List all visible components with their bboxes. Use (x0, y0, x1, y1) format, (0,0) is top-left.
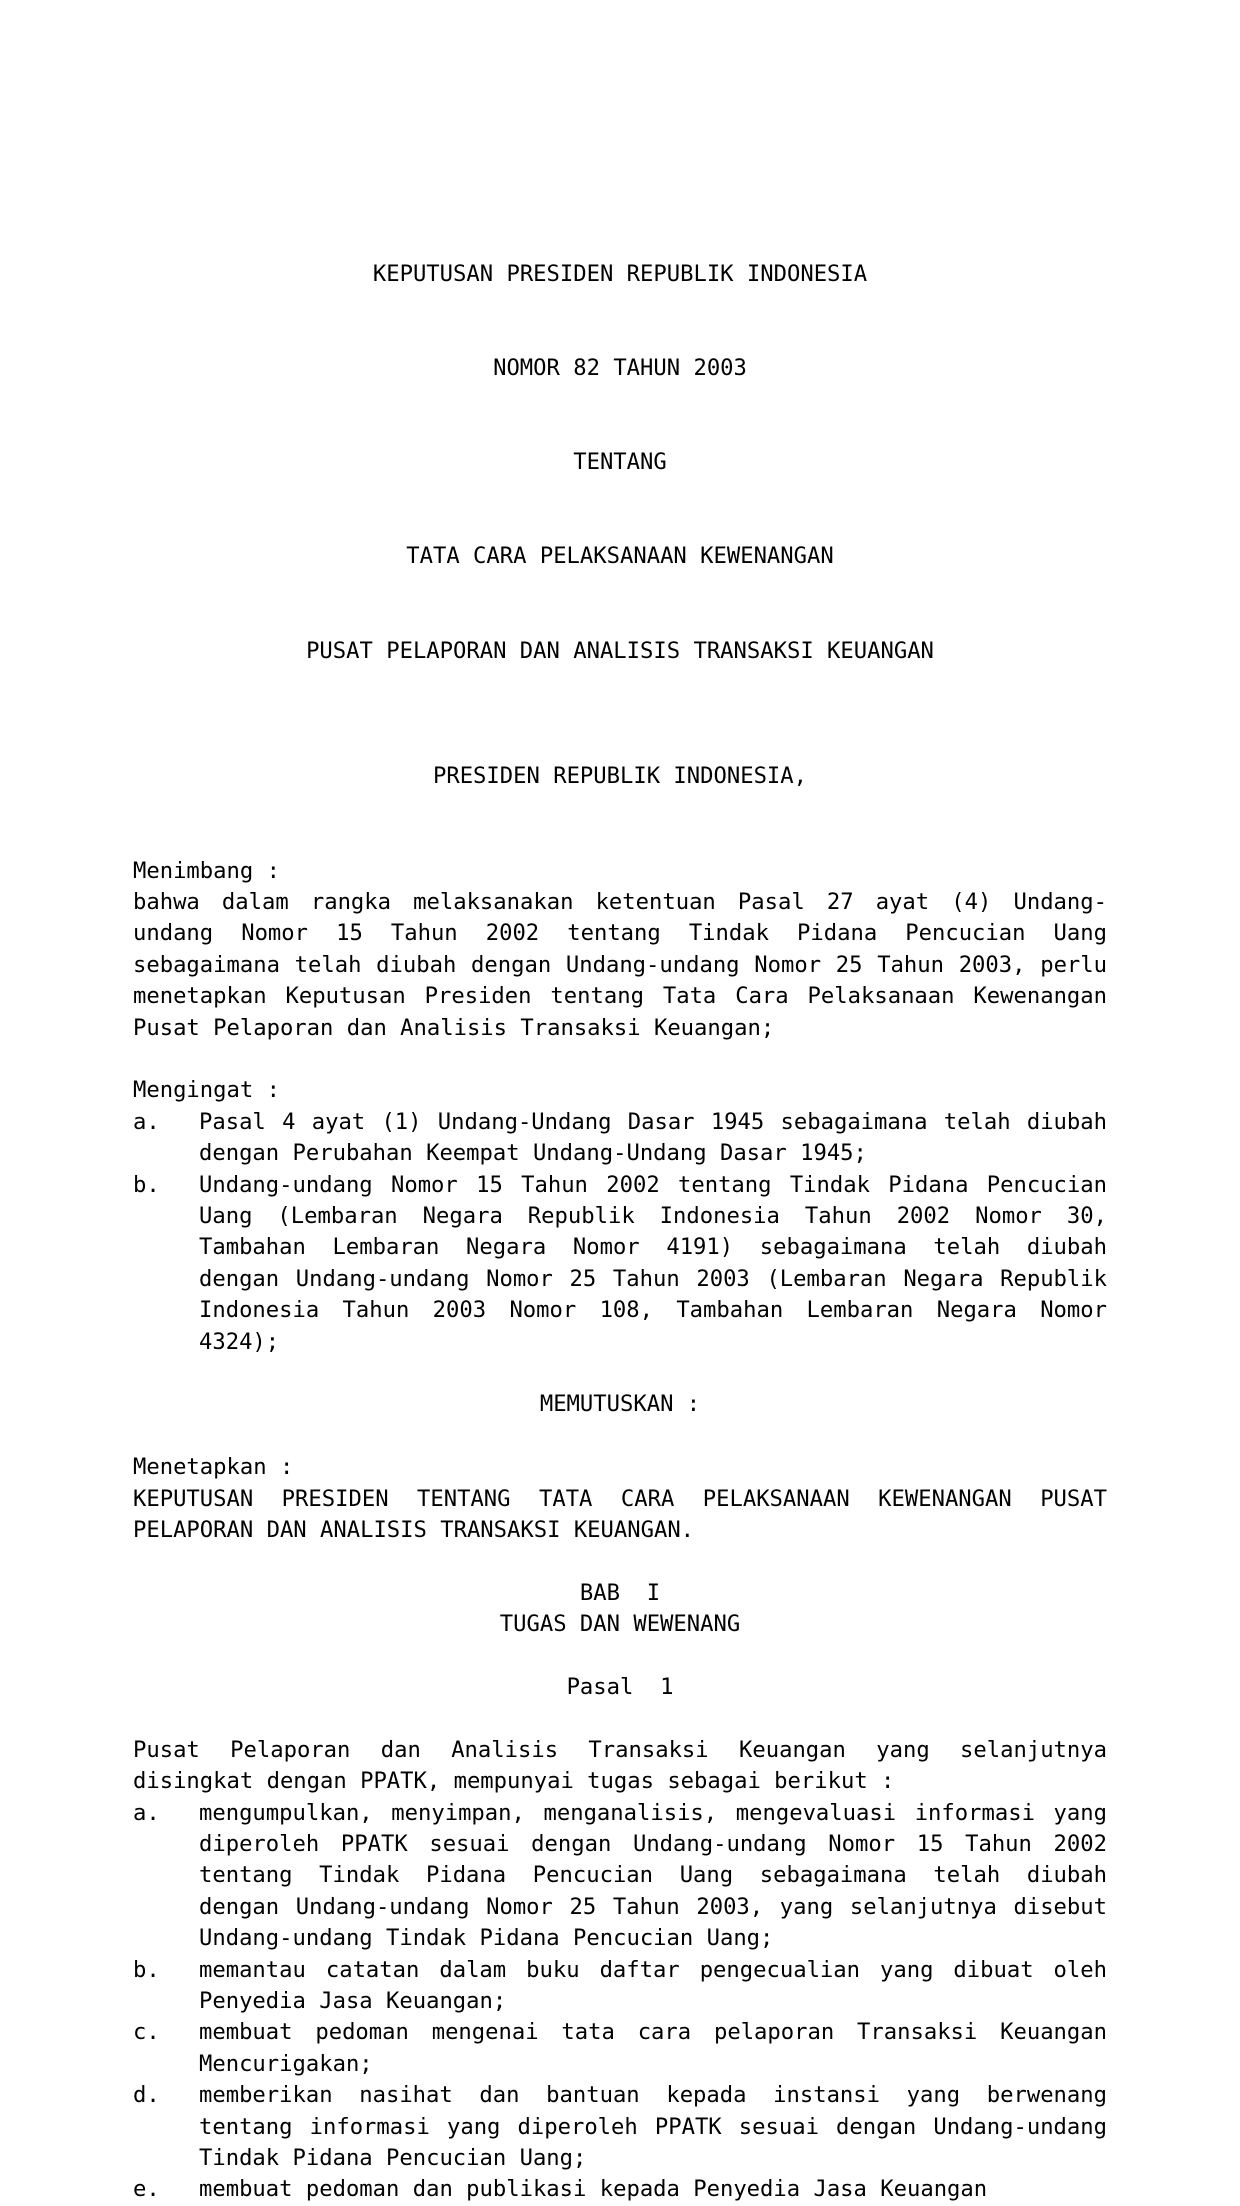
chapter-number: BAB I (579, 1579, 661, 1606)
title-line-1: KEPUTUSAN PRESIDEN REPUBLIK INDONESIA (372, 260, 868, 287)
spacer-after-authority (133, 793, 1107, 856)
article-heading: Pasal 1 (566, 1673, 674, 1700)
recalling-label: Mengingat : (133, 1077, 280, 1104)
title-line-tentang: TENTANG (573, 449, 667, 476)
title-line-number: NOMOR 82 TAHUN 2003 (493, 355, 747, 382)
duty-item-marker-d: d. (133, 2082, 160, 2109)
spacer-after-article-heading (133, 1703, 1107, 1734)
recalling-item-text-a: Pasal 4 ayat (1) Undang-Undang Dasar 1945 sebagaimana telah diubah dengan Perubahan Keempat Undang-Undang Dasar 1945; (199, 1108, 1107, 1167)
considering-label: Menimbang : (133, 857, 280, 884)
duty-item-marker-a: a. (133, 1799, 160, 1826)
list-item (133, 1955, 1107, 2018)
considering-text: bahwa dalam rangka melaksanakan ketentuan Pasal 27 ayat (4) Undang-undang Nomor 15 Tahun 2002 tentang Tindak Pidana Pencucian Uang sebagaimana telah diubah dengan Undang-undang Nomor 25 Tahun 2003, perlu menetapkan Keputusan Presiden tentang Tata Cara Pelaksanaan Kewenangan Pusat Pelaporan dan Analisis Transaksi Keuangan; (133, 888, 1107, 1041)
document-title-block (133, 196, 1107, 730)
list-item (133, 1170, 1107, 1358)
duty-item-marker-c: c. (133, 2019, 160, 2046)
list-item (133, 1798, 1107, 1955)
duty-item-text-a: mengumpulkan, menyimpan, menganalisis, mengevaluasi informasi yang diperoleh PPATK sesuai dengan Undang-undang Nomor 15 Tahun 2002 tentang Tindak Pidana Pencucian Uang sebagaimana telah diubah dengan Undang-undang Nomor 25 Tahun 2003, yang selanjutnya disebut Undang-undang Tindak Pidana Pencucian Uang; (199, 1799, 1107, 1952)
spacer-after-deciding (133, 1421, 1107, 1452)
list-item (133, 2080, 1107, 2174)
authority-line: PRESIDEN REPUBLIK INDONESIA, (432, 763, 808, 790)
chapter-title: TUGAS DAN WEWENANG (499, 1611, 741, 1638)
spacer-after-considering (133, 1044, 1107, 1075)
article-intro: Pusat Pelaporan dan Analisis Transaksi Keuangan yang selanjutnya disingkat dengan PPATK, mempunyai tugas sebagai berikut : (133, 1736, 1107, 1795)
spacer-after-stipulating (133, 1546, 1107, 1577)
list-item (133, 2174, 1107, 2205)
document-body (133, 196, 1107, 2206)
list-item (133, 1107, 1107, 1170)
title-line-subject-2: PUSAT PELAPORAN DAN ANALISIS TRANSAKSI KEUANGAN (306, 637, 934, 664)
title-line-subject-1: TATA CARA PELAKSANAAN KEWENANGAN (406, 543, 834, 570)
duty-item-text-b: memantau catatan dalam buku daftar pengecualian yang dibuat oleh Penyedia Jasa Keuangan; (199, 1956, 1107, 2015)
stipulating-label: Menetapkan : (133, 1454, 294, 1481)
duty-item-marker-e: e. (133, 2176, 160, 2203)
duty-item-marker-b: b. (133, 1956, 160, 1983)
spacer-after-recalling (133, 1358, 1107, 1389)
recalling-item-marker-b: b. (133, 1171, 160, 1198)
recalling-item-marker-a: a. (133, 1108, 160, 1135)
recalling-item-text-b: Undang-undang Nomor 15 Tahun 2002 tentang Tindak Pidana Pencucian Uang (Lembaran Negara Republik Indonesia Tahun 2002 Nomor 30, Tambahan Lembaran Negara Nomor 4191) sebagaimana telah diubah dengan Undang-undang Nomor 25 Tahun 2003 (Lembaran Negara Republik Indonesia Tahun 2003 Nomor 108, Tambahan Lembaran Negara Nomor 4324); (199, 1171, 1107, 1355)
duty-item-text-c: membuat pedoman mengenai tata cara pelaporan Transaksi Keuangan Mencurigakan; (199, 2019, 1107, 2077)
article-duties-list (133, 1798, 1107, 2206)
duty-item-text-d: memberikan nasihat dan bantuan kepada instansi yang berwenang tentang informasi yang diperoleh PPATK sesuai dengan Undang-undang Tindak Pidana Pencucian Uang; (199, 2082, 1107, 2172)
spacer-after-title (133, 730, 1107, 761)
list-item (133, 2017, 1107, 2080)
recalling-list (133, 1107, 1107, 1358)
spacer-after-chapter (133, 1641, 1107, 1672)
duty-item-text-e: membuat pedoman dan publikasi kepada Penyedia Jasa Keuangan (199, 2176, 988, 2203)
stipulating-text: KEPUTUSAN PRESIDEN TENTANG TATA CARA PELAKSANAAN KEWENANGAN PUSAT PELAPORAN DAN ANALISIS TRANSAKSI KEUANGAN. (133, 1485, 1107, 1543)
deciding-header: MEMUTUSKAN : (539, 1391, 701, 1418)
